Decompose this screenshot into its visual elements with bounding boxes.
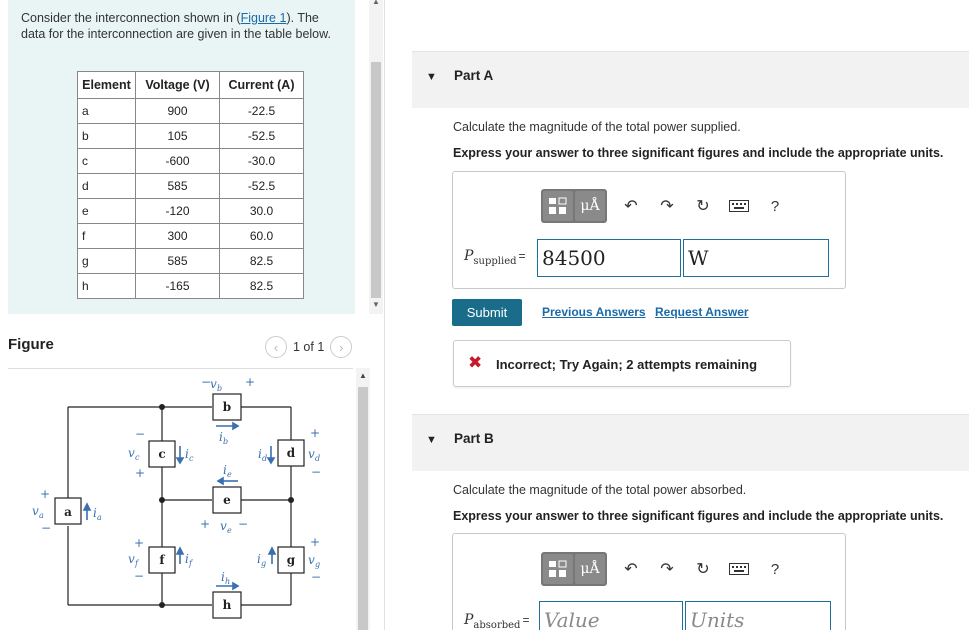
submit-button[interactable]: Submit <box>452 299 522 326</box>
part-a-instruction: Express your answer to three significant figures and include the appropriate units. <box>453 146 944 160</box>
scrollbar-thumb[interactable] <box>358 387 368 630</box>
svg-text:b: b <box>217 384 223 393</box>
svg-text:−: − <box>311 465 322 479</box>
keyboard-icon[interactable] <box>727 194 751 218</box>
svg-text:i: i <box>258 447 262 461</box>
svg-text:v: v <box>32 504 39 518</box>
svg-text:v: v <box>308 553 315 567</box>
problem-statement-box <box>8 0 355 314</box>
element-f-label: f <box>159 553 165 567</box>
pane-divider <box>384 0 385 630</box>
next-figure-button[interactable]: › <box>330 336 352 358</box>
element-c-label: c <box>158 447 166 461</box>
svg-text:v: v <box>210 377 217 391</box>
part-a-header[interactable] <box>412 51 969 108</box>
table-row: f 300 60.0 <box>78 224 304 249</box>
templates-button[interactable] <box>543 191 573 221</box>
redo-icon[interactable]: ↷ <box>660 561 674 578</box>
element-e-label: e <box>223 493 231 507</box>
svg-text:d: d <box>262 454 268 463</box>
svg-text:e: e <box>227 470 232 479</box>
svg-text:i: i <box>257 552 261 566</box>
part-a-answer-box <box>452 171 846 289</box>
svg-text:d: d <box>315 454 321 463</box>
svg-text:c: c <box>135 453 140 462</box>
svg-text:b: b <box>223 437 229 446</box>
feedback-box <box>453 340 791 387</box>
units-symbols-button[interactable]: μÅ <box>575 554 605 584</box>
part-a-question: Calculate the magnitude of the total power supplied. <box>453 120 741 134</box>
svg-text:i: i <box>185 447 189 461</box>
svg-text:i: i <box>221 570 225 584</box>
template-button-group <box>541 552 607 586</box>
collapse-triangle-icon[interactable]: ▼ <box>426 434 437 446</box>
svg-text:+: + <box>245 375 256 389</box>
element-g-label: g <box>286 553 296 567</box>
figure-link[interactable]: Figure 1 <box>240 11 287 25</box>
svg-text:a: a <box>97 513 102 522</box>
table-row: c -600 -30.0 <box>78 149 304 174</box>
svg-text:+: + <box>40 487 51 501</box>
svg-text:−: − <box>238 517 249 531</box>
svg-text:a: a <box>39 511 44 520</box>
previous-answers-link[interactable]: Previous Answers <box>542 305 646 319</box>
feedback-message: Incorrect; Try Again; 2 attempts remaining <box>496 357 758 372</box>
element-d-label: d <box>286 446 296 460</box>
svg-text:f: f <box>135 559 138 568</box>
circuit-diagram <box>30 372 355 630</box>
table-header-voltage: Voltage (V) <box>136 72 220 99</box>
part-b-instruction: Express your answer to three significant figures and include the appropriate units. <box>453 509 944 523</box>
table-row: e -120 30.0 <box>78 199 304 224</box>
svg-text:v: v <box>308 447 315 461</box>
templates-icon <box>548 197 568 215</box>
value-input[interactable]: 84500 <box>537 239 681 277</box>
units-input[interactable]: W <box>683 239 829 277</box>
part-b-answer-box <box>452 533 846 630</box>
figure-page-count: 1 of 1 <box>293 340 325 354</box>
units-symbols-button[interactable]: μÅ <box>575 191 605 221</box>
svg-text:f: f <box>189 559 192 568</box>
scroll-up-icon[interactable]: ▲ <box>359 371 367 380</box>
element-b-label: b <box>222 400 232 414</box>
units-input[interactable]: Units <box>685 601 831 630</box>
svg-text:−: − <box>135 427 146 441</box>
request-answer-link[interactable]: Request Answer <box>655 305 749 319</box>
part-a-title: Part A <box>454 68 494 83</box>
svg-text:i: i <box>93 506 97 520</box>
figure-heading: Figure <box>8 336 54 353</box>
svg-text:−: − <box>41 521 52 535</box>
p-absorbed-label: $P_{absorbed}$ = <box>464 612 530 630</box>
scroll-up-icon[interactable]: ▲ <box>372 0 380 6</box>
part-b-header[interactable] <box>412 414 969 471</box>
svg-text:v: v <box>128 446 135 460</box>
data-table <box>77 71 304 299</box>
svg-text:−: − <box>201 375 212 389</box>
scrollbar-thumb[interactable] <box>371 62 381 298</box>
help-icon[interactable]: ? <box>770 560 780 578</box>
p-supplied-label: $P_{supplied}$ = <box>464 248 526 267</box>
table-row: g 585 82.5 <box>78 249 304 274</box>
templates-icon <box>548 560 568 578</box>
divider <box>8 368 353 369</box>
svg-text:+: + <box>310 426 321 440</box>
scroll-down-icon[interactable]: ▼ <box>372 300 380 309</box>
figure-pager <box>265 336 352 358</box>
svg-text:e: e <box>227 526 232 535</box>
figure-scrollbar[interactable] <box>356 368 370 630</box>
undo-icon[interactable]: ↶ <box>624 198 638 215</box>
table-row: a 900 -22.5 <box>78 99 304 124</box>
svg-text:−: − <box>134 569 145 583</box>
incorrect-icon: ✖ <box>468 353 483 372</box>
svg-text:g: g <box>315 560 321 569</box>
part-b-title: Part B <box>454 431 494 446</box>
help-icon[interactable]: ? <box>770 197 780 215</box>
value-input[interactable]: Value <box>539 601 683 630</box>
table-row: d 585 -52.5 <box>78 174 304 199</box>
svg-text:+: + <box>134 536 145 550</box>
element-a-label: a <box>64 505 72 519</box>
svg-text:v: v <box>220 519 227 533</box>
svg-text:c: c <box>189 454 194 463</box>
math-toolbar <box>541 552 787 586</box>
templates-button[interactable] <box>543 554 573 584</box>
prev-figure-button[interactable]: ‹ <box>265 336 287 358</box>
problem-scrollbar[interactable] <box>369 0 383 314</box>
collapse-triangle-icon[interactable]: ▼ <box>426 71 437 83</box>
problem-pane <box>0 0 384 630</box>
svg-text:g: g <box>261 559 267 568</box>
problem-text: Consider the interconnection shown in (Figure 1). The data for the interconnection are given in the table below. <box>21 11 331 41</box>
svg-text:i: i <box>219 430 223 444</box>
keyboard-icon[interactable] <box>727 557 751 581</box>
svg-text:+: + <box>135 466 146 480</box>
part-b-question: Calculate the magnitude of the total power absorbed. <box>453 483 747 497</box>
reset-icon[interactable]: ↻ <box>696 198 710 215</box>
undo-icon[interactable]: ↶ <box>624 561 638 578</box>
svg-text:−: − <box>311 570 322 584</box>
svg-text:+: + <box>200 517 211 531</box>
svg-text:i: i <box>185 552 189 566</box>
svg-text:+: + <box>310 535 321 549</box>
table-header-element: Element <box>78 72 136 99</box>
svg-text:v: v <box>128 552 135 566</box>
table-row: b 105 -52.5 <box>78 124 304 149</box>
svg-text:h: h <box>225 577 231 586</box>
math-toolbar <box>541 189 787 223</box>
element-h-label: h <box>222 598 232 612</box>
template-button-group <box>541 189 607 223</box>
table-row: h -165 82.5 <box>78 274 304 299</box>
svg-text:i: i <box>223 463 227 477</box>
table-header-current: Current (A) <box>220 72 304 99</box>
redo-icon[interactable]: ↷ <box>660 198 674 215</box>
reset-icon[interactable]: ↻ <box>696 561 710 578</box>
